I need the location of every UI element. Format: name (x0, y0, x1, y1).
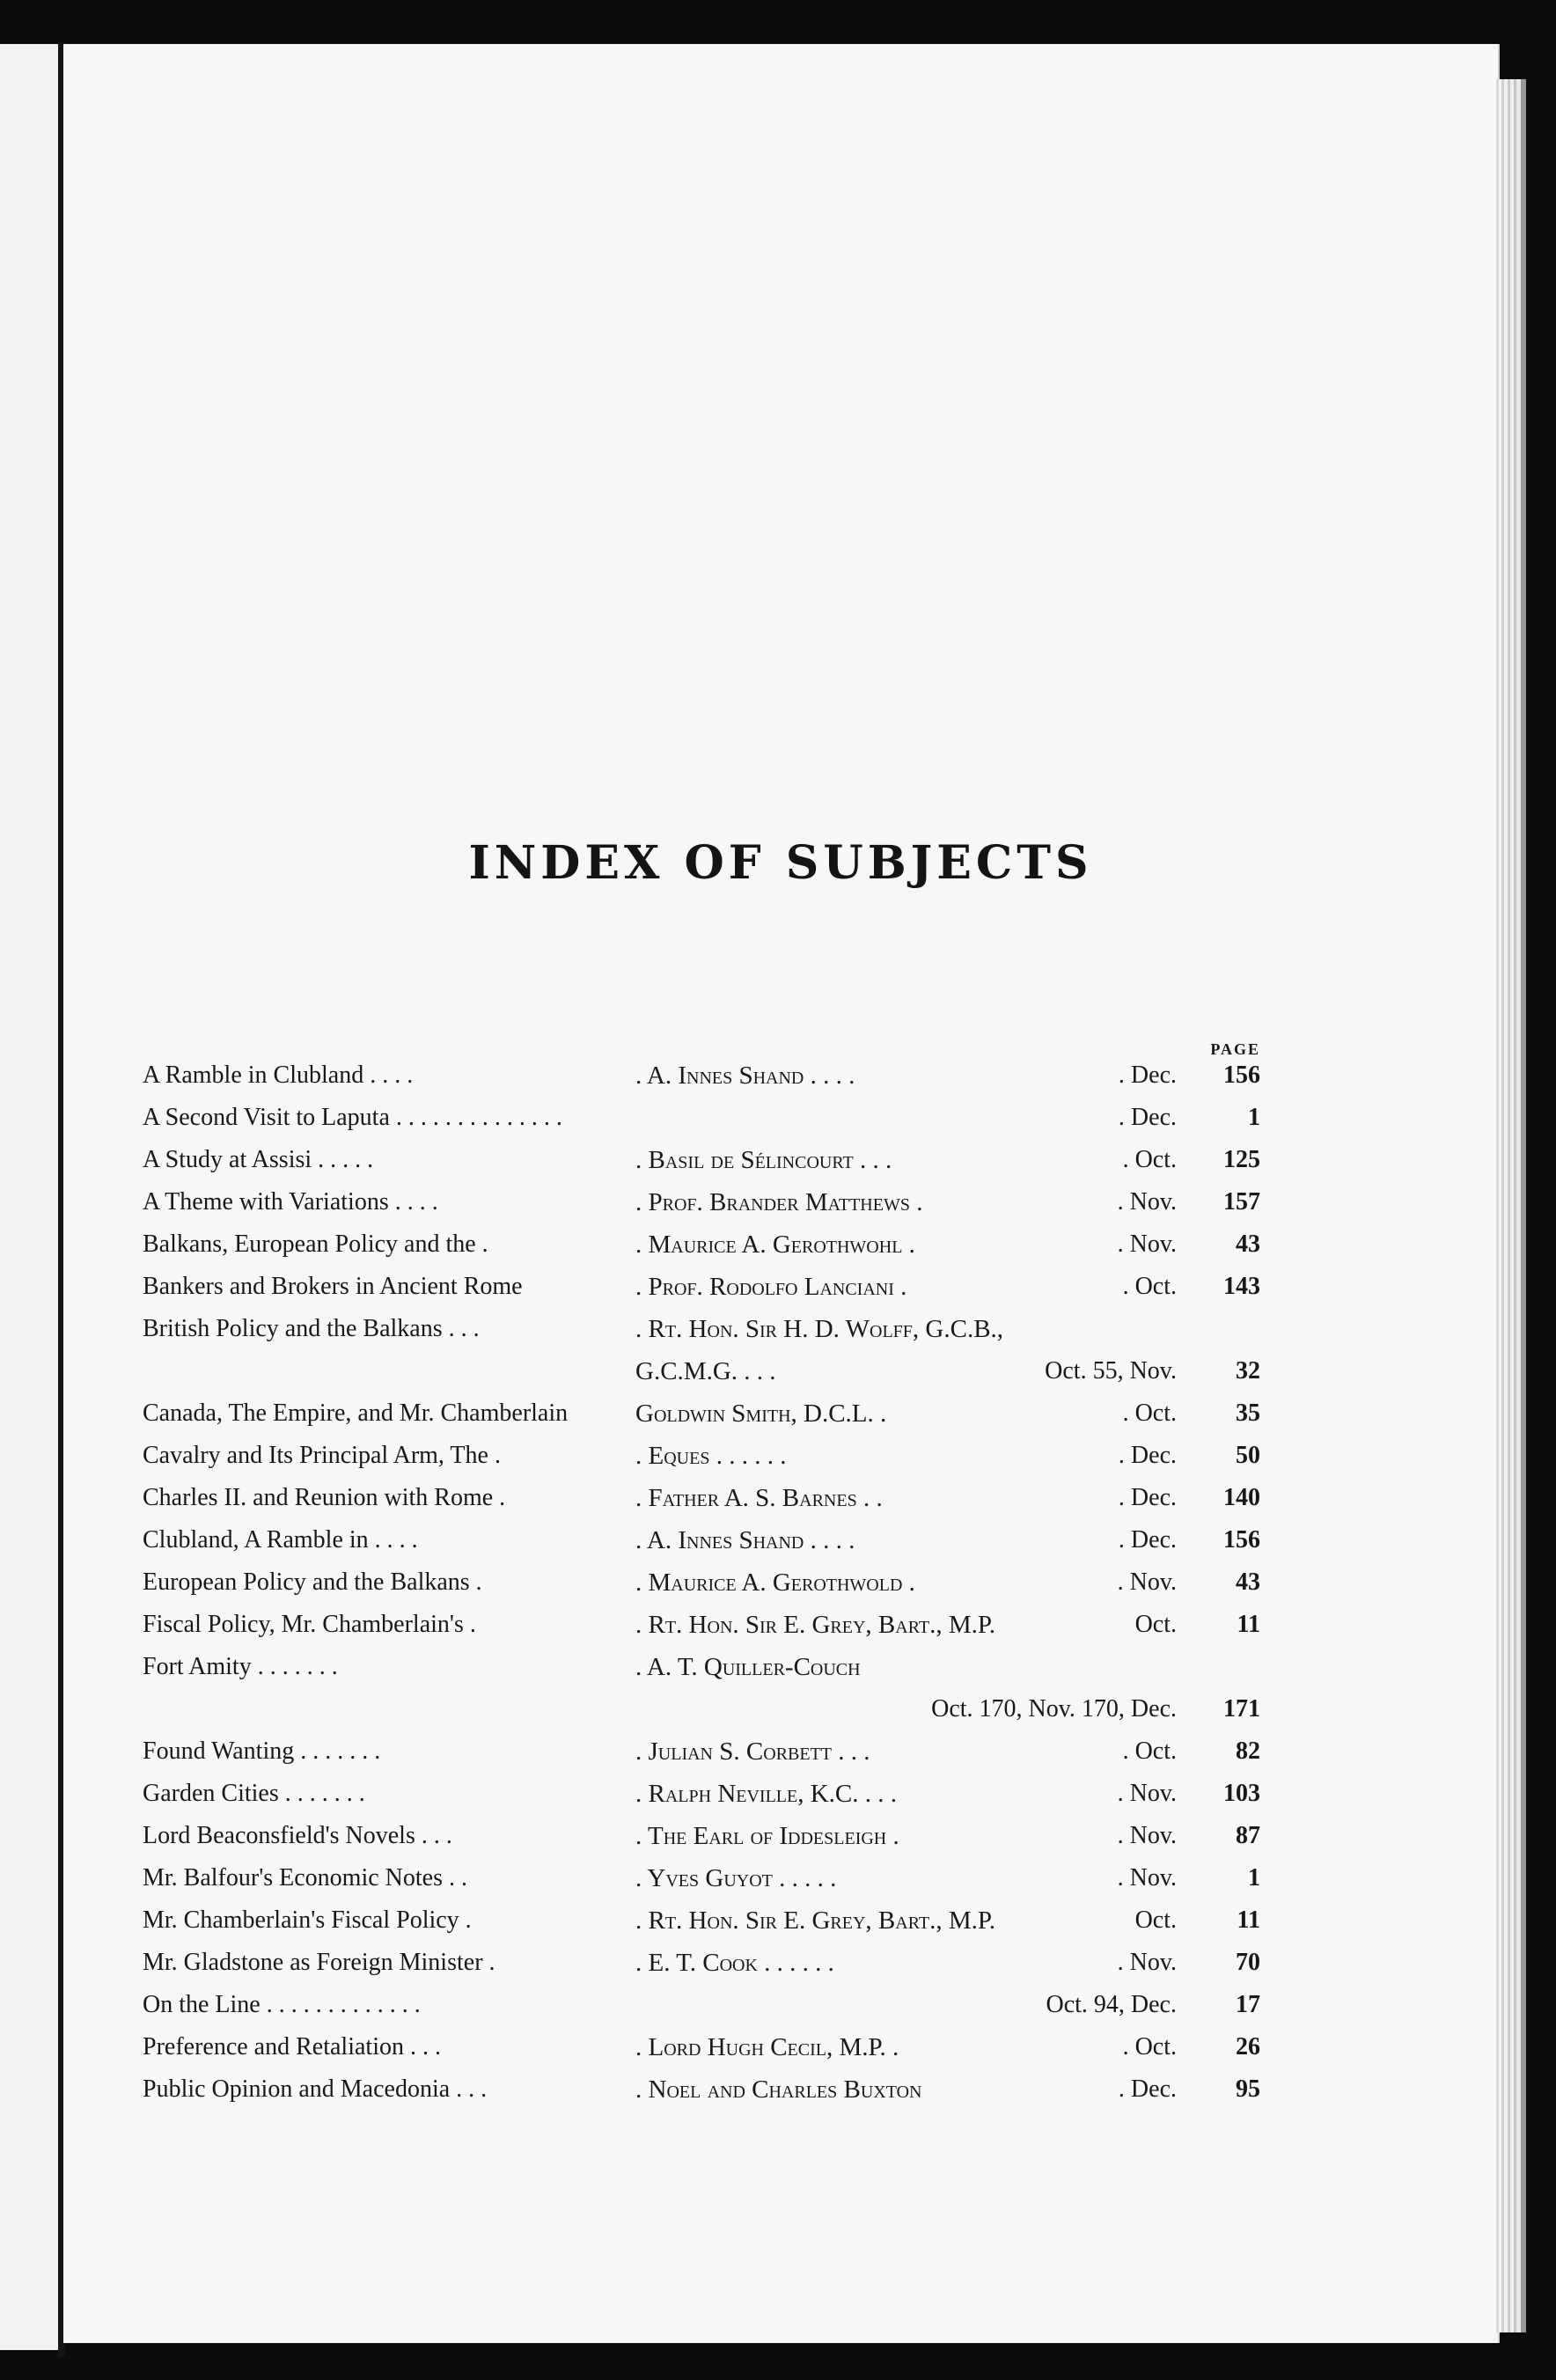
index-author: . Prof. Rodolfo Lanciani . (635, 1273, 907, 1301)
index-issue: Oct. (1134, 1611, 1177, 1638)
index-subject: Canada, The Empire, and Mr. Chamberlain (143, 1399, 569, 1427)
index-author: . The Earl of Iddesleigh . (635, 1822, 899, 1850)
index-page-number: 1 (1248, 1104, 1260, 1131)
index-issue: Oct. (1134, 1906, 1177, 1934)
index-row (143, 1183, 1260, 1225)
index-page-number: 17 (1236, 1991, 1260, 2018)
index-author: . Maurice A. Gerothwohl . (635, 1230, 915, 1259)
index-row (143, 1310, 1260, 1352)
index-author: . Rt. Hon. Sir E. Grey, Bart., M.P. (635, 1906, 996, 1935)
index-author: . A. Innes Shand . . . . (635, 1526, 855, 1554)
index-author: . Basil de Sélincourt . . . (635, 1146, 892, 1174)
index-author: . Father A. S. Barnes . . (635, 1484, 883, 1512)
index-row (143, 1352, 1260, 1394)
page-stack-edge (1496, 79, 1526, 2332)
index-page-number: 32 (1236, 1357, 1260, 1385)
index-author: . A. T. Quiller-Couch (635, 1653, 861, 1681)
index-row (143, 1817, 1260, 1859)
index-subject: A Theme with Variations . . . . (143, 1188, 438, 1216)
index-issue: . Dec. (1118, 2075, 1177, 2103)
index-row (143, 1267, 1260, 1310)
index-issue: . Nov. (1117, 1949, 1177, 1976)
index-row (143, 1436, 1260, 1479)
index-row (143, 1690, 1260, 1732)
index-subject: Mr. Chamberlain's Fiscal Policy . (143, 1906, 472, 1934)
index-author: . A. Innes Shand . . . . (635, 1061, 855, 1090)
index-issue: Oct. 170, Nov. 170, Dec. (931, 1695, 1177, 1723)
index-page-number: 50 (1236, 1442, 1260, 1469)
index-page-number: 103 (1223, 1780, 1260, 1807)
index-table (143, 1021, 1260, 2112)
index-page-number: 156 (1223, 1526, 1260, 1554)
index-issue: . Oct. (1122, 1737, 1177, 1765)
index-row (143, 1394, 1260, 1436)
index-issue: . Nov. (1117, 1864, 1177, 1892)
index-row (143, 1225, 1260, 1267)
index-issue: . Nov. (1117, 1230, 1177, 1258)
index-subject: A Study at Assisi . . . . . (143, 1146, 374, 1173)
index-row (143, 1479, 1260, 1521)
index-page-number: 143 (1223, 1273, 1260, 1300)
page-column-header: PAGE (1210, 1040, 1260, 1058)
index-author: . Yves Guyot . . . . . (635, 1864, 837, 1892)
index-page-number: 125 (1223, 1146, 1260, 1173)
index-row (143, 1901, 1260, 1943)
index-row (143, 1732, 1260, 1774)
index-subject: Lord Beaconsfield's Novels . . . (143, 1822, 452, 1849)
facing-page-edge (0, 44, 60, 2350)
index-page-number: 171 (1223, 1695, 1260, 1723)
index-author: . Rt. Hon. Sir H. D. Wolff, G.C.B., (635, 1315, 1004, 1343)
index-page-number: 87 (1236, 1822, 1260, 1849)
index-page-number: 11 (1237, 1611, 1260, 1638)
index-issue: . Nov. (1117, 1188, 1177, 1216)
index-author: G.C.M.G. . . . (635, 1357, 776, 1385)
index-page-number: 157 (1223, 1188, 1260, 1216)
index-row (143, 1056, 1260, 1098)
index-rows (143, 1021, 1260, 2112)
index-issue: . Dec. (1118, 1104, 1177, 1131)
index-issue: Oct. 94, Dec. (1046, 1991, 1177, 2018)
index-page-number: 95 (1236, 2075, 1260, 2103)
index-row (143, 2028, 1260, 2070)
index-author: . Rt. Hon. Sir E. Grey, Bart., M.P. (635, 1611, 996, 1639)
index-author: . Eques . . . . . . (635, 1442, 787, 1470)
index-row (143, 1943, 1260, 1986)
index-issue: . Nov. (1117, 1568, 1177, 1596)
index-author: . Prof. Brander Matthews . (635, 1188, 923, 1216)
index-subject: Cavalry and Its Principal Arm, The . (143, 1442, 501, 1469)
index-author: Goldwin Smith, D.C.L. . (635, 1399, 887, 1428)
index-subject: Fiscal Policy, Mr. Chamberlain's . (143, 1611, 476, 1638)
index-issue: . Dec. (1118, 1526, 1177, 1554)
index-author: . Lord Hugh Cecil, M.P. . (635, 2033, 899, 2061)
index-author: . E. T. Cook . . . . . . (635, 1949, 834, 1977)
index-issue: . Nov. (1117, 1822, 1177, 1849)
index-page-number: 156 (1223, 1061, 1260, 1089)
index-issue: Oct. 55, Nov. (1045, 1357, 1177, 1385)
index-author: . Ralph Neville, K.C. . . . (635, 1780, 898, 1808)
index-subject: Preference and Retaliation . . . (143, 2033, 441, 2060)
index-subject: Fort Amity . . . . . . . (143, 1653, 338, 1680)
book-page (63, 44, 1500, 2343)
index-page-number: 140 (1223, 1484, 1260, 1511)
index-subject: British Policy and the Balkans . . . (143, 1315, 480, 1342)
index-row (143, 1986, 1260, 2028)
index-row (143, 1648, 1260, 1690)
index-page-number: 82 (1236, 1737, 1260, 1765)
index-subject: Charles II. and Reunion with Rome . (143, 1484, 506, 1511)
index-page-number: 43 (1236, 1230, 1260, 1258)
index-author: . Maurice A. Gerothwold . (635, 1568, 915, 1597)
index-page-number: 70 (1236, 1949, 1260, 1976)
index-page-number: 11 (1237, 1906, 1260, 1934)
index-subject: Garden Cities . . . . . . . (143, 1780, 365, 1807)
index-author: . Noel and Charles Buxton (635, 2075, 922, 2104)
index-row (143, 1605, 1260, 1648)
index-row (143, 1141, 1260, 1183)
index-row (143, 1521, 1260, 1563)
index-author: . Julian S. Corbett . . . (635, 1737, 870, 1766)
index-row (143, 2070, 1260, 2112)
index-subject: European Policy and the Balkans . (143, 1568, 482, 1596)
index-issue: . Oct. (1122, 2033, 1177, 2060)
index-page-number: 35 (1236, 1399, 1260, 1427)
index-subject: On the Line . . . . . . . . . . . . . (143, 1991, 421, 2018)
index-subject: A Ramble in Clubland . . . . (143, 1061, 414, 1089)
index-subject: Found Wanting . . . . . . . (143, 1737, 381, 1765)
index-issue: . Oct. (1122, 1273, 1177, 1300)
index-row (143, 1859, 1260, 1901)
index-subject: Public Opinion and Macedonia . . . (143, 2075, 488, 2103)
index-issue: . Oct. (1122, 1399, 1177, 1427)
index-row (143, 1774, 1260, 1817)
index-subject: Clubland, A Ramble in . . . . (143, 1526, 418, 1554)
index-page-number: 43 (1236, 1568, 1260, 1596)
index-issue: . Nov. (1117, 1780, 1177, 1807)
index-row (143, 1098, 1260, 1141)
index-row (143, 1563, 1260, 1605)
index-issue: . Dec. (1118, 1442, 1177, 1469)
index-subject: Bankers and Brokers in Ancient Rome (143, 1273, 523, 1300)
index-subject: A Second Visit to Laputa . . . . . . . . . . . . . . (143, 1104, 562, 1131)
index-page-number: 26 (1236, 2033, 1260, 2060)
index-subject: Mr. Gladstone as Foreign Minister . (143, 1949, 495, 1976)
index-issue: . Oct. (1122, 1146, 1177, 1173)
index-issue: . Dec. (1118, 1061, 1177, 1089)
index-issue: . Dec. (1118, 1484, 1177, 1511)
index-subject: Mr. Balfour's Economic Notes . . (143, 1864, 467, 1892)
index-page-number: 1 (1248, 1864, 1260, 1892)
index-title: INDEX OF SUBJECTS (468, 836, 1093, 890)
index-subject: Balkans, European Policy and the . (143, 1230, 488, 1258)
